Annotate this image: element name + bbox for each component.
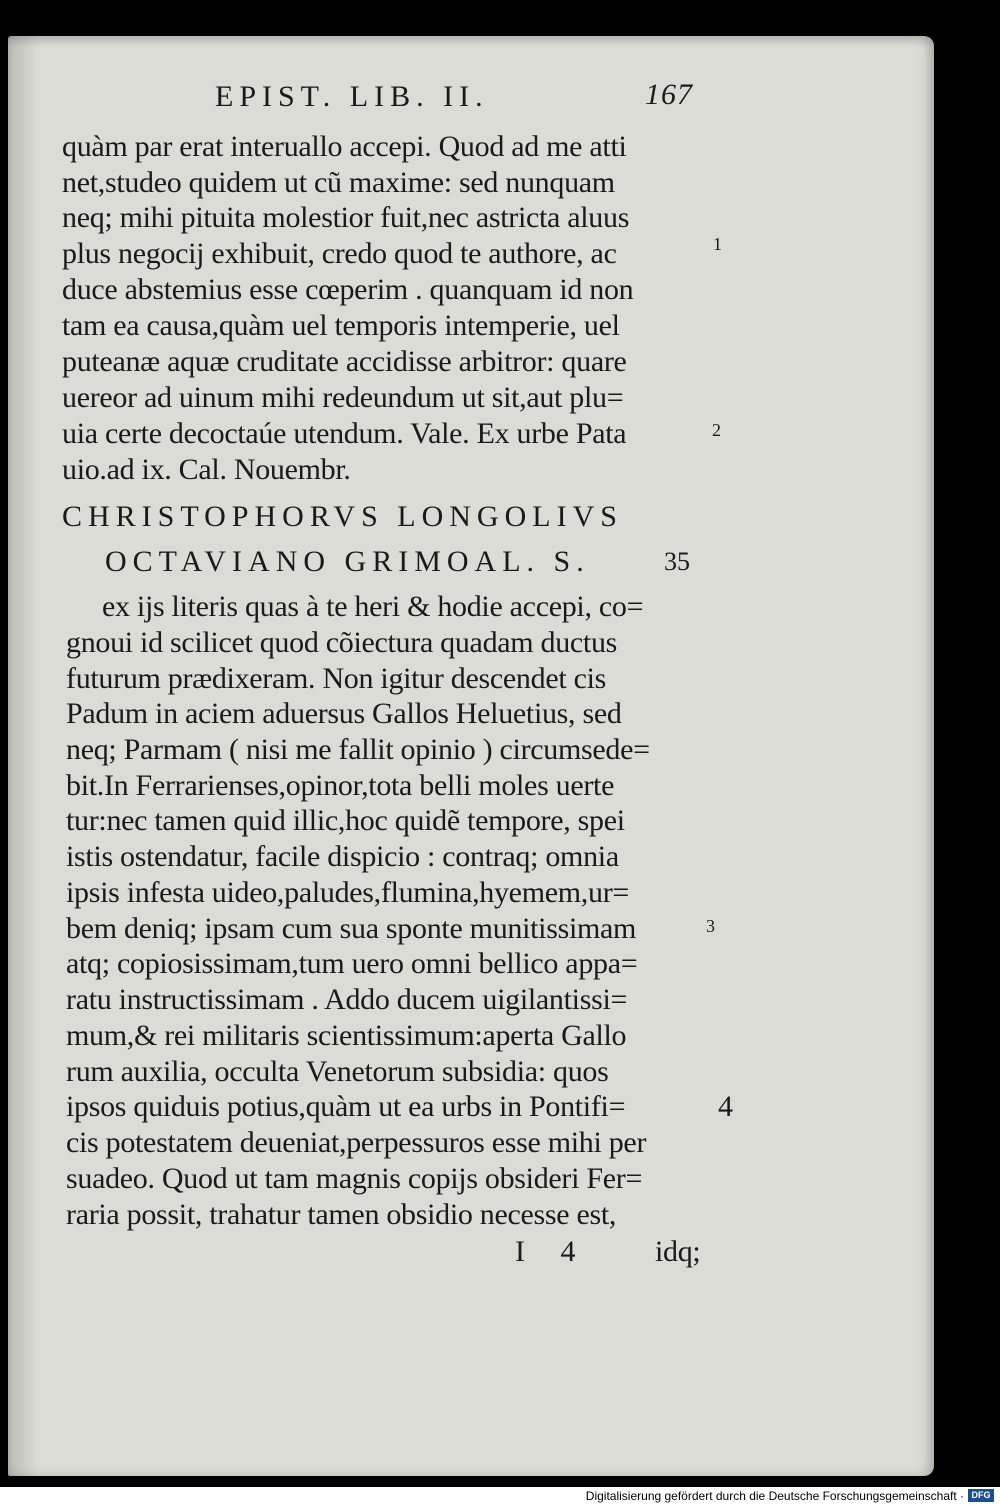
text-line: atq; copiosissimam,tum uero omni bellico appa= — [66, 947, 638, 980]
text-line: tam ea causa,quàm uel temporis intemperie, uel — [62, 309, 620, 342]
margin-mark: 2 — [712, 420, 721, 440]
text-line: ipsos quiduis potius,quàm ut ea urbs in Pontifi= — [66, 1090, 626, 1123]
dfg-logo: DFG — [968, 1489, 994, 1502]
digitization-credit: Digitalisierung gefördert durch die Deutsche Forschungsgemeinschaft · — [585, 1489, 964, 1503]
letter-heading-recipient: OCTAVIANO GRIMOAL. S. — [105, 545, 590, 578]
text-line: gnoui id scilicet quod cõiectura quadam ductus — [66, 626, 618, 659]
text-line: bem deniq; ipsam cum sua sponte munitissimam — [66, 912, 637, 945]
text-line: ex ijs literis quas à te heri & hodie accepi, co= — [102, 590, 644, 623]
text-line: raria possit, trahatur tamen obsidio necesse est, — [66, 1198, 617, 1231]
text-line: bit.In Ferrarienses,opinor,tota belli moles uerte — [66, 769, 615, 802]
text-line: Padum in aciem aduersus Gallos Heluetius, sed — [66, 697, 622, 730]
text-line: futurum prædixeram. Non igitur descendet cis — [66, 662, 606, 695]
catchword: idq; — [655, 1235, 701, 1268]
text-line: puteanæ aquæ cruditate accidisse arbitror: quare — [62, 345, 627, 378]
text-line: mum,& rei militaris scientissimum:aperta Gallo — [66, 1019, 627, 1052]
running-head: EPIST. LIB. II. — [215, 80, 489, 113]
text-line: ratu instructissimam . Addo ducem uigilantissi= — [66, 983, 628, 1016]
margin-mark: 3 — [706, 916, 715, 936]
margin-note-number: 35 — [664, 547, 690, 576]
text-line: neq; Parmam ( nisi me fallit opinio ) circumsede= — [66, 733, 650, 766]
signature-mark: I 4 — [515, 1235, 590, 1268]
text-line: tur:nec tamen quid illic,hoc quidẽ tempore, spei — [66, 804, 625, 837]
text-line: uio.ad ix. Cal. Nouembr. — [62, 453, 351, 486]
text-line: net,studeo quidem ut cũ maxime: sed nunquam — [62, 166, 615, 199]
text-line: plus negocij exhibuit, credo quod te authore, ac — [62, 237, 617, 270]
text-line: rum auxilia, occulta Venetorum subsidia: quos — [66, 1055, 609, 1088]
margin-mark: 4 — [718, 1090, 733, 1123]
text-line: istis ostendatur, facile dispicio : contraq; omnia — [66, 840, 619, 873]
text-line: quàm par erat interuallo accepi. Quod ad me atti — [62, 130, 627, 163]
text-line: duce abstemius esse cœperim . quanquam id non — [62, 273, 634, 306]
text-line: neq; mihi pituita molestior fuit,nec astricta aluus — [62, 201, 630, 234]
page-number: 167 — [645, 78, 693, 111]
margin-mark: 1 — [713, 234, 722, 254]
letter-heading-sender: CHRISTOPHORVS LONGOLIVS — [62, 500, 623, 533]
text-line: suadeo. Quod ut tam magnis copijs obsideri Fer= — [66, 1162, 643, 1195]
text-line: uia certe decoctaúe utendum. Vale. Ex urbe Pata — [62, 417, 627, 450]
text-line: ipsis infesta uideo,paludes,flumina,hyemem,ur= — [66, 876, 629, 909]
text-line: uereor ad uinum mihi redeundum ut sit,aut plu= — [62, 381, 624, 414]
text-line: cis potestatem deueniat,perpessuros esse mihi per — [66, 1126, 647, 1159]
